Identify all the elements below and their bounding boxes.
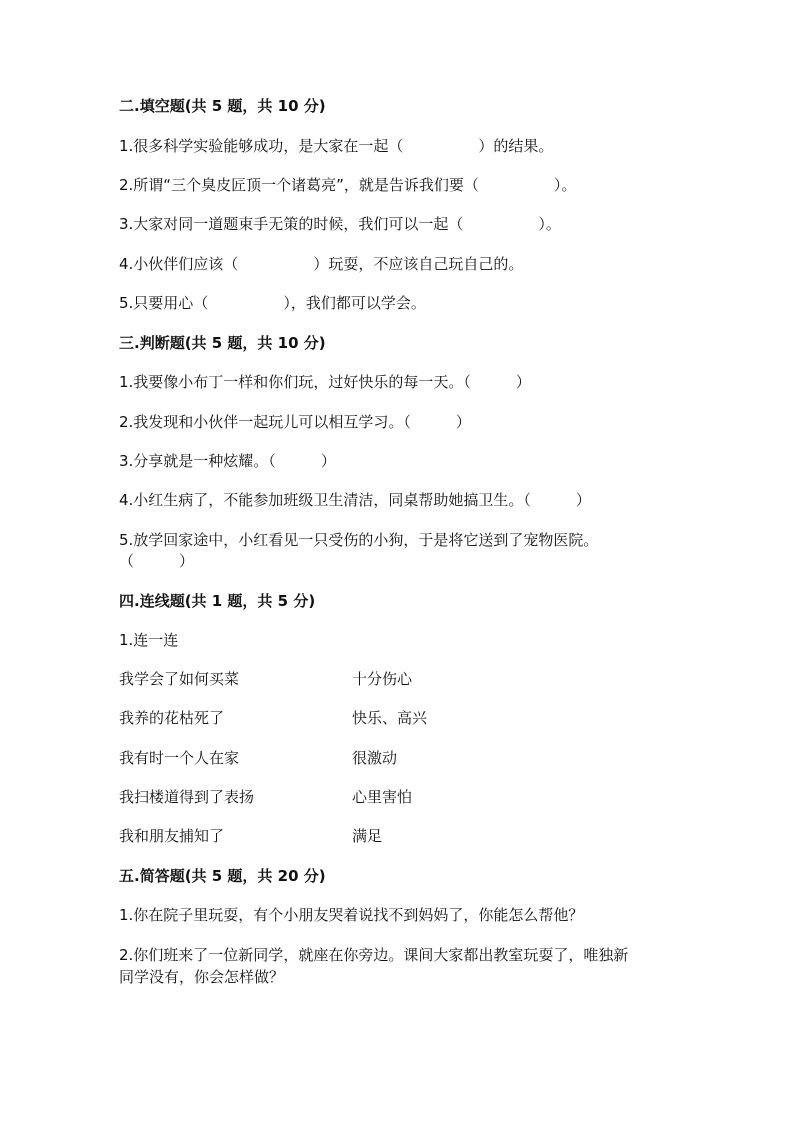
matching-left-item: 我和朋友捕知了 bbox=[119, 827, 225, 845]
matching-right-item: 十分伤心 bbox=[352, 670, 413, 688]
true-false-question-5-blank: （ ） bbox=[119, 552, 195, 570]
matching-left-item: 我学会了如何买菜 bbox=[119, 670, 240, 688]
matching-right-item: 心里害怕 bbox=[352, 788, 413, 806]
section-heading-fill-in: 二.填空题(共 5 题，共 10 分) bbox=[119, 97, 326, 115]
section-heading-true-false: 三.判断题(共 5 题，共 10 分) bbox=[119, 334, 326, 352]
fill-in-question-1: 1.很多科学实验能够成功，是大家在一起（ ）的结果。 bbox=[119, 137, 554, 155]
fill-in-question-2: 2.所谓“三个臭皮匠顶一个诸葛亮”，就是告诉我们要（ ）。 bbox=[119, 176, 577, 194]
fill-in-question-4: 4.小伙伴们应该（ ）玩耍，不应该自己玩自己的。 bbox=[119, 255, 524, 273]
true-false-question-3: 3.分享就是一种炫耀。（ ） bbox=[119, 452, 336, 470]
true-false-question-1: 1.我要像小布丁一样和你们玩，过好快乐的每一天。（ ） bbox=[119, 373, 531, 391]
true-false-question-2: 2.我发现和小伙伴一起玩儿可以相互学习。（ ） bbox=[119, 413, 471, 431]
matching-left-item: 我有时一个人在家 bbox=[119, 749, 240, 767]
section-heading-short-answer: 五.简答题(共 5 题，共 20 分) bbox=[119, 867, 326, 885]
true-false-question-4: 4.小红生病了，不能参加班级卫生清洁，同桌帮助她搞卫生。（ ） bbox=[119, 491, 591, 509]
fill-in-question-3: 3.大家对同一道题束手无策的时候，我们可以一起（ ）。 bbox=[119, 215, 561, 233]
short-answer-question-2-cont: 同学没有，你会怎样做？ bbox=[119, 968, 285, 986]
matching-right-item: 很激动 bbox=[352, 749, 398, 767]
matching-right-item: 快乐、高兴 bbox=[352, 709, 428, 727]
fill-in-question-5: 5.只要用心（ ），我们都可以学会。 bbox=[119, 294, 426, 312]
matching-left-item: 我养的花枯死了 bbox=[119, 709, 225, 727]
section-heading-matching: 四.连线题(共 1 题，共 5 分) bbox=[119, 592, 316, 610]
matching-right-item: 满足 bbox=[352, 827, 383, 845]
matching-left-item: 我扫楼道得到了表扬 bbox=[119, 788, 255, 806]
short-answer-question-1: 1.你在院子里玩耍，有个小朋友哭着说找不到妈妈了，你能怎么帮他？ bbox=[119, 906, 584, 924]
short-answer-question-2: 2.你们班来了一位新同学，就座在你旁边。课间大家都出教室玩耍了，唯独新 bbox=[119, 946, 629, 964]
matching-question: 1.连一连 bbox=[119, 631, 179, 649]
true-false-question-5: 5.放学回家途中，小红看见一只受伤的小狗，于是将它送到了宠物医院。 bbox=[119, 531, 599, 549]
